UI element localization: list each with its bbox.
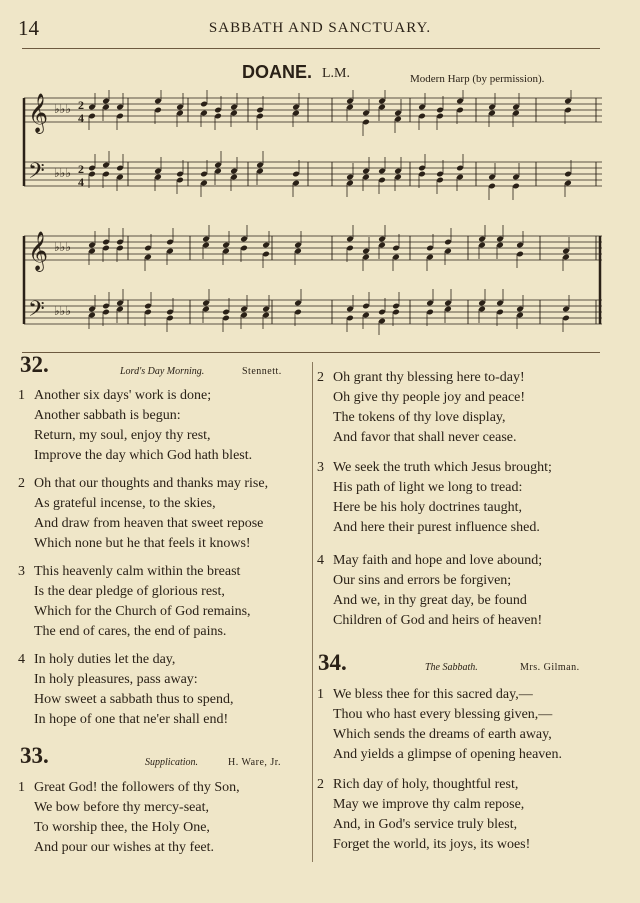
verse-line: Our sins and errors be forgiven; <box>333 573 512 588</box>
stanza <box>317 775 530 855</box>
verse-line <box>317 458 552 478</box>
verse-line: Another sabbath is begun: <box>34 408 181 423</box>
stanza <box>317 368 525 448</box>
hymn-number: 34. <box>318 650 347 675</box>
verse-line: Oh give thy people joy and peace! <box>333 390 526 405</box>
verse-text: We seek the truth which Jesus brought; <box>333 460 552 475</box>
verse-line: To worship thee, the Holy One, <box>34 820 210 835</box>
tune-source: Modern Harp (by permission). <box>410 73 545 85</box>
running-title: SABBATH AND SANCTUARY. <box>208 20 432 36</box>
verse-number: 2 <box>317 777 324 792</box>
verse-line: We bow before thy mercy-seat, <box>34 800 209 815</box>
verse-line <box>18 778 240 798</box>
stanza <box>18 562 251 642</box>
verse-number: 3 <box>18 564 25 579</box>
verse-line: Return, my soul, enjoy thy rest, <box>34 428 211 443</box>
verse-line: Is the dear pledge of glorious rest, <box>34 584 225 599</box>
verse-number: 1 <box>317 687 324 702</box>
verse-line: Which for the Church of God remains, <box>34 604 251 619</box>
hymn-title: Supplication. <box>145 757 199 768</box>
verse-line <box>317 775 530 795</box>
verse-line: As grateful incense, to the skies, <box>34 496 216 511</box>
verse-number: 1 <box>18 388 25 403</box>
verse-line: And pour our wishes at thy feet. <box>34 840 215 855</box>
verse-text: Oh grant thy blessing here to-day! <box>333 370 525 385</box>
verse-text: In holy duties let the day, <box>34 652 176 667</box>
verse-line: And draw from heaven that sweet repose <box>34 516 264 531</box>
stanza <box>18 474 268 554</box>
header-rule <box>22 48 600 49</box>
verse-line: And here their purest influence shed. <box>333 520 540 535</box>
verse-number: 2 <box>317 370 324 385</box>
stanza <box>317 551 542 631</box>
verse-text: Another six days' work is done; <box>34 388 212 403</box>
key-signature: ♭♭♭ <box>54 102 71 116</box>
treble-clef-icon: 𝄞 <box>28 231 49 271</box>
verse-text: We bless thee for this sacred day,— <box>333 687 533 702</box>
verse-line: Which sends the dreams of earth away, <box>333 727 552 742</box>
hymn-number: 32. <box>20 352 49 377</box>
verse-text: Great God! the followers of thy Son, <box>34 780 240 795</box>
key-signature: ♭♭♭ <box>54 166 71 180</box>
column-divider <box>312 362 313 862</box>
verse-number: 4 <box>317 553 324 568</box>
verse-line: How sweet a sabbath thus to spend, <box>34 692 234 707</box>
hymn-author: H. Ware, Jr. <box>228 757 282 768</box>
verse-number: 4 <box>18 652 25 667</box>
verse-line <box>18 386 252 406</box>
verse-line: And favor that shall never cease. <box>333 430 517 445</box>
verse-line: The tokens of thy love display, <box>333 410 506 425</box>
key-signature: ♭♭♭ <box>54 240 71 254</box>
verse-text: This heavenly calm within the breast <box>34 564 241 579</box>
verse-text: Oh that our thoughts and thanks may rise, <box>34 476 269 491</box>
verse-line: Children of God and heirs of heaven! <box>333 613 543 628</box>
music-bottom-rule <box>22 352 600 353</box>
verse-line <box>317 551 542 571</box>
tune-name: DOANE. <box>242 62 313 82</box>
verse-line: In holy pleasures, pass away: <box>34 672 198 687</box>
music-score <box>20 90 606 348</box>
page-header <box>0 16 640 40</box>
verse-line: May we improve thy calm repose, <box>333 797 525 812</box>
verse-line: Thou who hast every blessing given,— <box>333 707 553 722</box>
stanza <box>18 650 233 730</box>
verse-line <box>317 685 562 705</box>
verse-line: Which none but he that feels it knows! <box>34 536 251 551</box>
bass-clef-icon: 𝄢 <box>28 159 45 189</box>
hymn-author: Mrs. Gilman. <box>520 662 580 673</box>
time-signature-lower: 4 <box>78 111 84 125</box>
verse-text: Rich day of holy, thoughtful rest, <box>333 777 519 792</box>
verse-line: The end of cares, the end of pains. <box>34 624 227 639</box>
time-signature-upper: 2 <box>78 98 84 112</box>
verse-line <box>18 562 251 582</box>
verse-line: And, in God's service truly blest, <box>333 817 518 832</box>
verse-text: May faith and hope and love abound; <box>333 553 543 568</box>
bass-clef-icon: 𝄢 <box>28 297 45 327</box>
treble-clef-icon: 𝄞 <box>28 93 49 133</box>
stanza <box>18 386 252 466</box>
stanza <box>317 685 562 765</box>
verse-line: And yields a glimpse of opening heaven. <box>333 747 563 762</box>
time-signature-lower: 4 <box>78 175 84 189</box>
hymn-title: The Sabbath. <box>425 662 478 673</box>
verse-number: 1 <box>18 780 25 795</box>
hymn-title: Lord's Day Morning. <box>120 366 205 377</box>
verse-line: Here be his holy doctrines taught, <box>333 500 522 515</box>
hymn-number: 33. <box>20 743 49 768</box>
tune-meter: L.M. <box>322 66 350 81</box>
page-number: 14 <box>18 16 39 40</box>
time-signature-upper: 2 <box>78 162 84 176</box>
verse-line <box>18 474 268 494</box>
verse-line <box>317 368 525 388</box>
stanza <box>317 458 552 538</box>
verse-line: In hope of one that ne'er shall end! <box>34 712 229 727</box>
verse-number: 2 <box>18 476 25 491</box>
stanza <box>18 778 240 858</box>
verse-line: Forget the world, its joys, its woes! <box>333 837 531 852</box>
key-signature: ♭♭♭ <box>54 304 71 318</box>
verse-line: His path of light we long to tread: <box>333 480 523 495</box>
verse-line: Improve the day which God hath blest. <box>34 448 253 463</box>
verse-number: 3 <box>317 460 324 475</box>
hymn-author: Stennett. <box>242 366 282 377</box>
verse-line <box>18 650 233 670</box>
verse-line: And we, in thy great day, be found <box>333 593 527 608</box>
